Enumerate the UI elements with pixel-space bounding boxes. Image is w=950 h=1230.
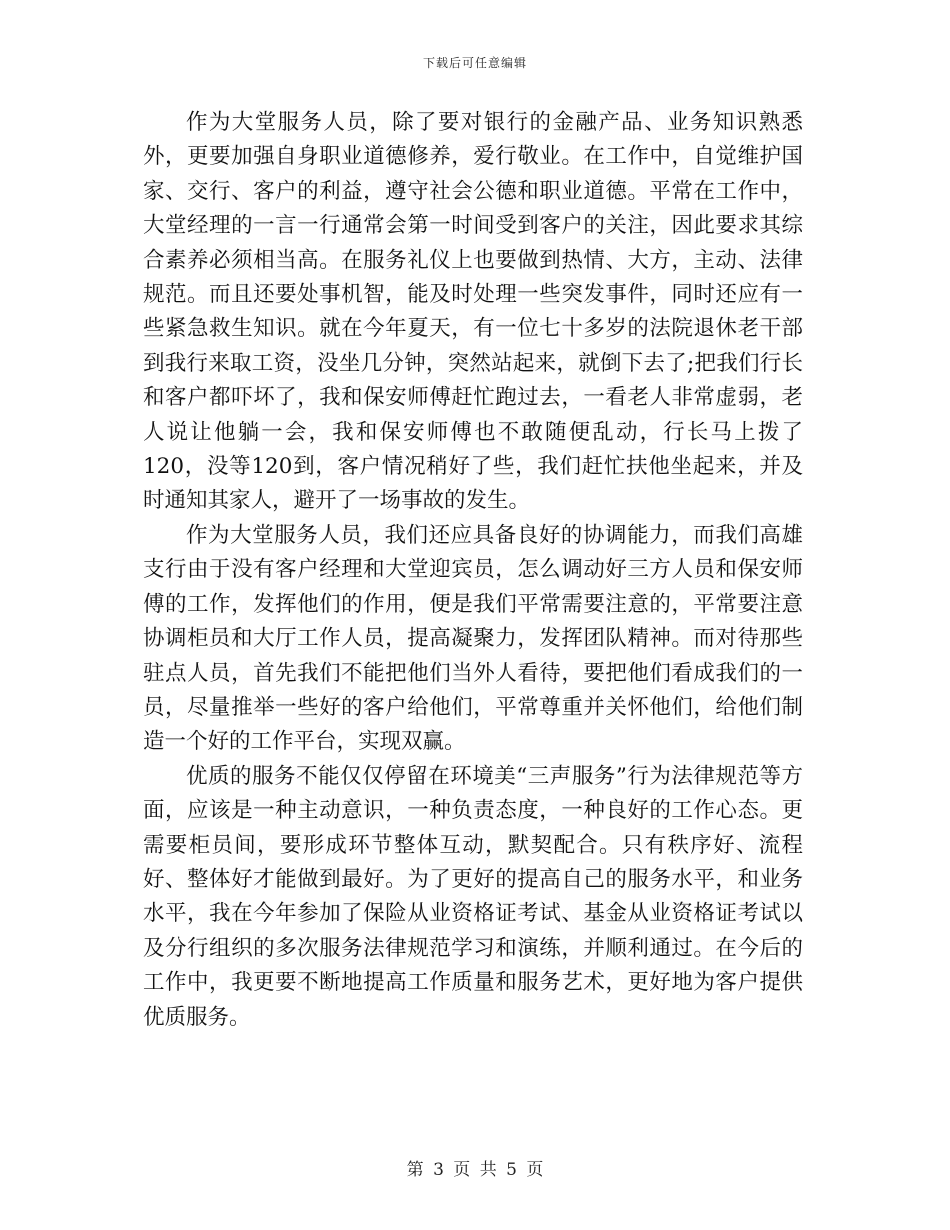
paragraph: 作为大堂服务人员，我们还应具备良好的协调能力，而我们高雄支行由于没有客户经理和大堂迎宾员，怎么调动好三方人员和保安师傅的工作，发挥他们的作用，便是我们平常需要注意的，平常要注意协调柜员和大厅工作人员，提高凝聚力，发挥团队精神。而对待那些驻点人员，首先我们不能把他们当外人看待，要把他们看成我们的一员，尽量推举一些好的客户给他们，平常尊重并关怀他们，给他们制造一个好的工作平台，实现双赢。	[143, 522, 803, 755]
page-footer: 第 3 页 共 5 页	[406, 1160, 544, 1180]
document-body	[143, 106, 803, 1035]
paragraph: 作为大堂服务人员，除了要对银行的金融产品、业务知识熟悉外，更要加强自身职业道德修养，爱行敬业。在工作中，自觉维护国家、交行、客户的利益，遵守社会公德和职业道德。平常在工作中，大堂经理的一言一行通常会第一时间受到客户的关注，因此要求其综合素养必须相当高。在服务礼仪上也要做到热情、大方，主动、法律规范。而且还要处事机智，能及时处理一些突发事件，同时还应有一些紧急救生知识。就在今年夏天，有一位七十多岁的法院退休老干部到我行来取工资，没坐几分钟，突然站起来，就倒下去了;把我们行长和客户都吓坏了，我和保安师傅赶忙跑过去，一看老人非常虚弱，老人说让他躺一会，我和保安师傅也不敢随便乱动，行长马上拨了120，没等120到，客户情况稍好了些，我们赶忙扶他坐起来，并及时通知其家人，避开了一场事故的发生。	[143, 110, 803, 514]
paragraph: 优质的服务不能仅仅停留在环境美“三声服务”行为法律规范等方面，应该是一种主动意识，一种负责态度，一种良好的工作心态。更需要柜员间，要形成环节整体互动，默契配合。只有秩序好、流程好、整体好才能做到最好。为了更好的提高自己的服务水平，和业务水平，我在今年参加了保险从业资格证考试、基金从业资格证考试以及分行组织的多次服务法律规范学习和演练，并顺利通过。在今后的工作中，我更要不断地提高工作质量和服务艺术，更好地为客户提供优质服务。	[143, 763, 803, 1030]
page-header: 下载后可任意编辑	[422, 56, 527, 70]
